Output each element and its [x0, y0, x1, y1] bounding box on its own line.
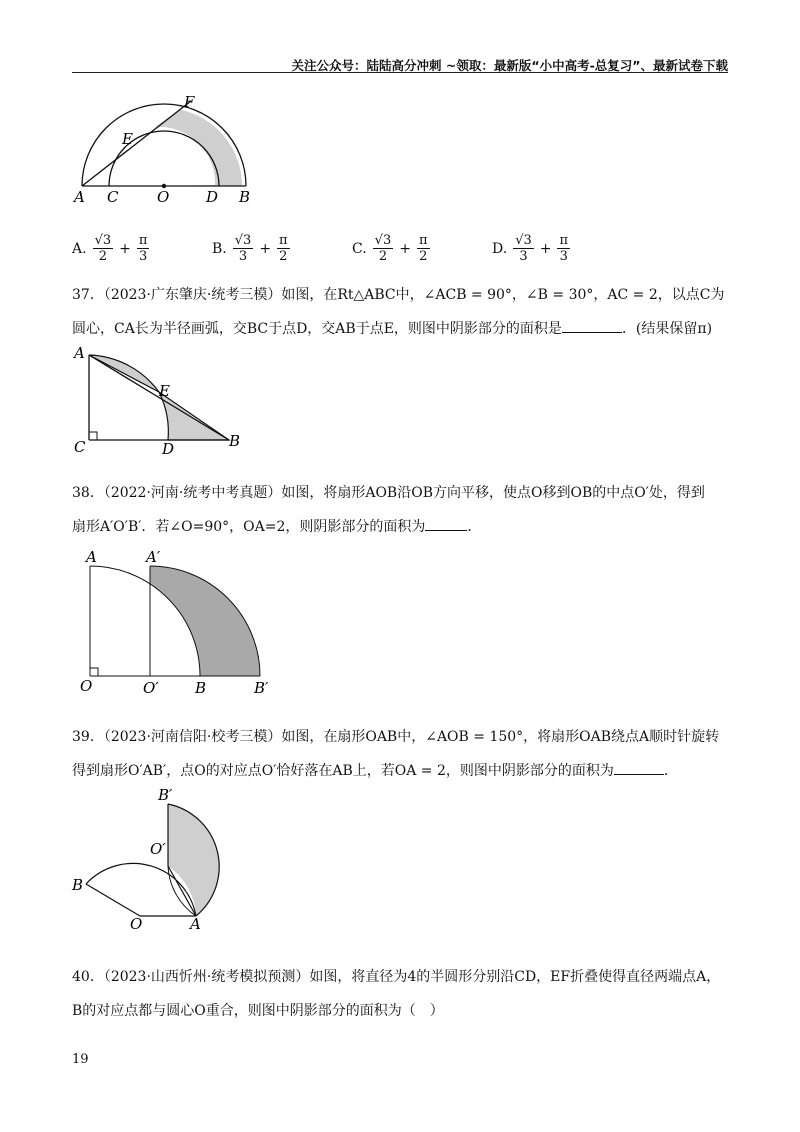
option-b[interactable]: B. $\frac{√3}{3}$ + $\frac{\pi}{2}$ — [212, 233, 288, 264]
question-text-line: 得到扇形O′AB′，点O的对应点O′恰好落在AB上，若OA = 2，则图中阴影部分的面积为 ． — [72, 754, 732, 788]
label-c: C — [107, 188, 119, 206]
page-number: 19 — [72, 1052, 89, 1067]
option-c[interactable]: C. $\frac{√3}{2}$ + $\frac{\pi}{2}$ — [352, 233, 428, 264]
option-a[interactable]: A. $\frac{√3}{2}$ + $\frac{\pi}{3}$ — [72, 233, 148, 264]
label-b: B — [72, 876, 84, 894]
answer-blank[interactable] — [562, 318, 622, 333]
question-text-line: 圆心，CA长为半径画弧，交BC于点D，交AB于点E，则图中阴影部分的面积是 ．(结果保留π) — [72, 312, 732, 346]
question-text-line: 37．（2023·广东肇庆·统考三模）如图，在Rt△ABC中，∠ACB = 90°，∠B = 30°，AC = 2，以点C为 — [72, 287, 725, 303]
fraction: $\frac{\pi}{2}$ — [279, 233, 288, 264]
label-o: O — [157, 188, 170, 206]
shaded-region-38 — [150, 566, 260, 676]
fraction: $\frac{\pi}{2}$ — [418, 233, 428, 264]
chord-af — [82, 101, 191, 186]
option-letter: D. — [492, 240, 508, 257]
label-e: E — [159, 382, 170, 400]
figure-37 — [66, 342, 256, 457]
question-text-line: 39．（2023·河南信阳·校考三模）如图，在扇形OAB中，∠AOB = 150°，将扇形OAB绕点A顺时针旋转 — [72, 729, 720, 745]
label-o-prime: O′ — [143, 679, 159, 697]
label-b: B — [239, 188, 251, 206]
fraction: $\frac{√3}{2}$ — [94, 233, 112, 264]
label-b: B — [229, 432, 241, 450]
label-b-prime: B′ — [158, 786, 173, 804]
question-39 — [72, 720, 732, 788]
label-a: A — [86, 548, 97, 566]
page-header: 关注公众号：陆陆高分冲刺 ~领取：最新版“小中高考-总复习”、最新试卷下载 — [291, 58, 728, 73]
label-c: C — [74, 438, 86, 456]
option-letter: C. — [352, 240, 367, 257]
option-letter: A. — [72, 240, 87, 257]
label-f: F — [184, 93, 195, 111]
fraction: $\frac{√3}{2}$ — [374, 233, 392, 264]
label-d: D — [206, 188, 219, 206]
side-ob — [86, 884, 140, 916]
label-a: A — [74, 344, 85, 362]
question-text-line: B的对应点都与圆心O重合，则图中阴影部分的面积为（ ） — [72, 1003, 444, 1019]
shaded-region-37a — [89, 355, 159, 392]
fraction: $\frac{\pi}{3}$ — [559, 233, 569, 264]
fraction: $\frac{√3}{3}$ — [234, 233, 252, 264]
label-o: O — [130, 915, 143, 933]
figure-36 — [60, 90, 290, 210]
option-letter: B. — [212, 240, 227, 257]
question-38 — [72, 476, 732, 544]
right-angle-mark — [89, 432, 97, 440]
question-text-line: 扇形A′O′B′．若∠O=90°，OA=2，则阴影部分的面积为 ． — [72, 510, 732, 544]
label-b: B — [195, 679, 207, 697]
option-d[interactable]: D. $\frac{√3}{3}$ + $\frac{\pi}{3}$ — [492, 233, 569, 264]
header-rule — [72, 72, 728, 73]
question-text-line: 38．（2022·河南·统考中考真题）如图，将扇形AOB沿OB方向平移，使点O移到OB的中点O′处，得到 — [72, 485, 705, 501]
shaded-region-36 — [155, 110, 242, 186]
label-o: O — [80, 677, 93, 695]
label-b-prime: B′ — [254, 679, 269, 697]
label-a: A — [74, 188, 85, 206]
label-e: E — [122, 130, 133, 148]
fraction: $\frac{√3}{3}$ — [515, 233, 532, 264]
shaded-region-39 — [168, 804, 219, 916]
right-angle-mark — [90, 668, 98, 676]
label-a-prime: A′ — [146, 548, 161, 566]
answer-blank[interactable] — [425, 516, 467, 531]
question-text-line: 40．（2023·山西忻州·统考模拟预测）如图，将直径为4的半圆形分别沿CD，EF折叠使得直径两端点A， — [72, 969, 721, 985]
label-d: D — [162, 440, 175, 457]
fraction: $\frac{\pi}{3}$ — [138, 233, 148, 264]
label-o-prime: O′ — [150, 840, 166, 858]
question-40 — [72, 960, 732, 1028]
answer-blank[interactable] — [614, 760, 664, 775]
figure-38 — [70, 548, 300, 698]
figure-39 — [66, 784, 256, 934]
label-a: A — [190, 915, 201, 933]
question-37 — [72, 278, 732, 346]
